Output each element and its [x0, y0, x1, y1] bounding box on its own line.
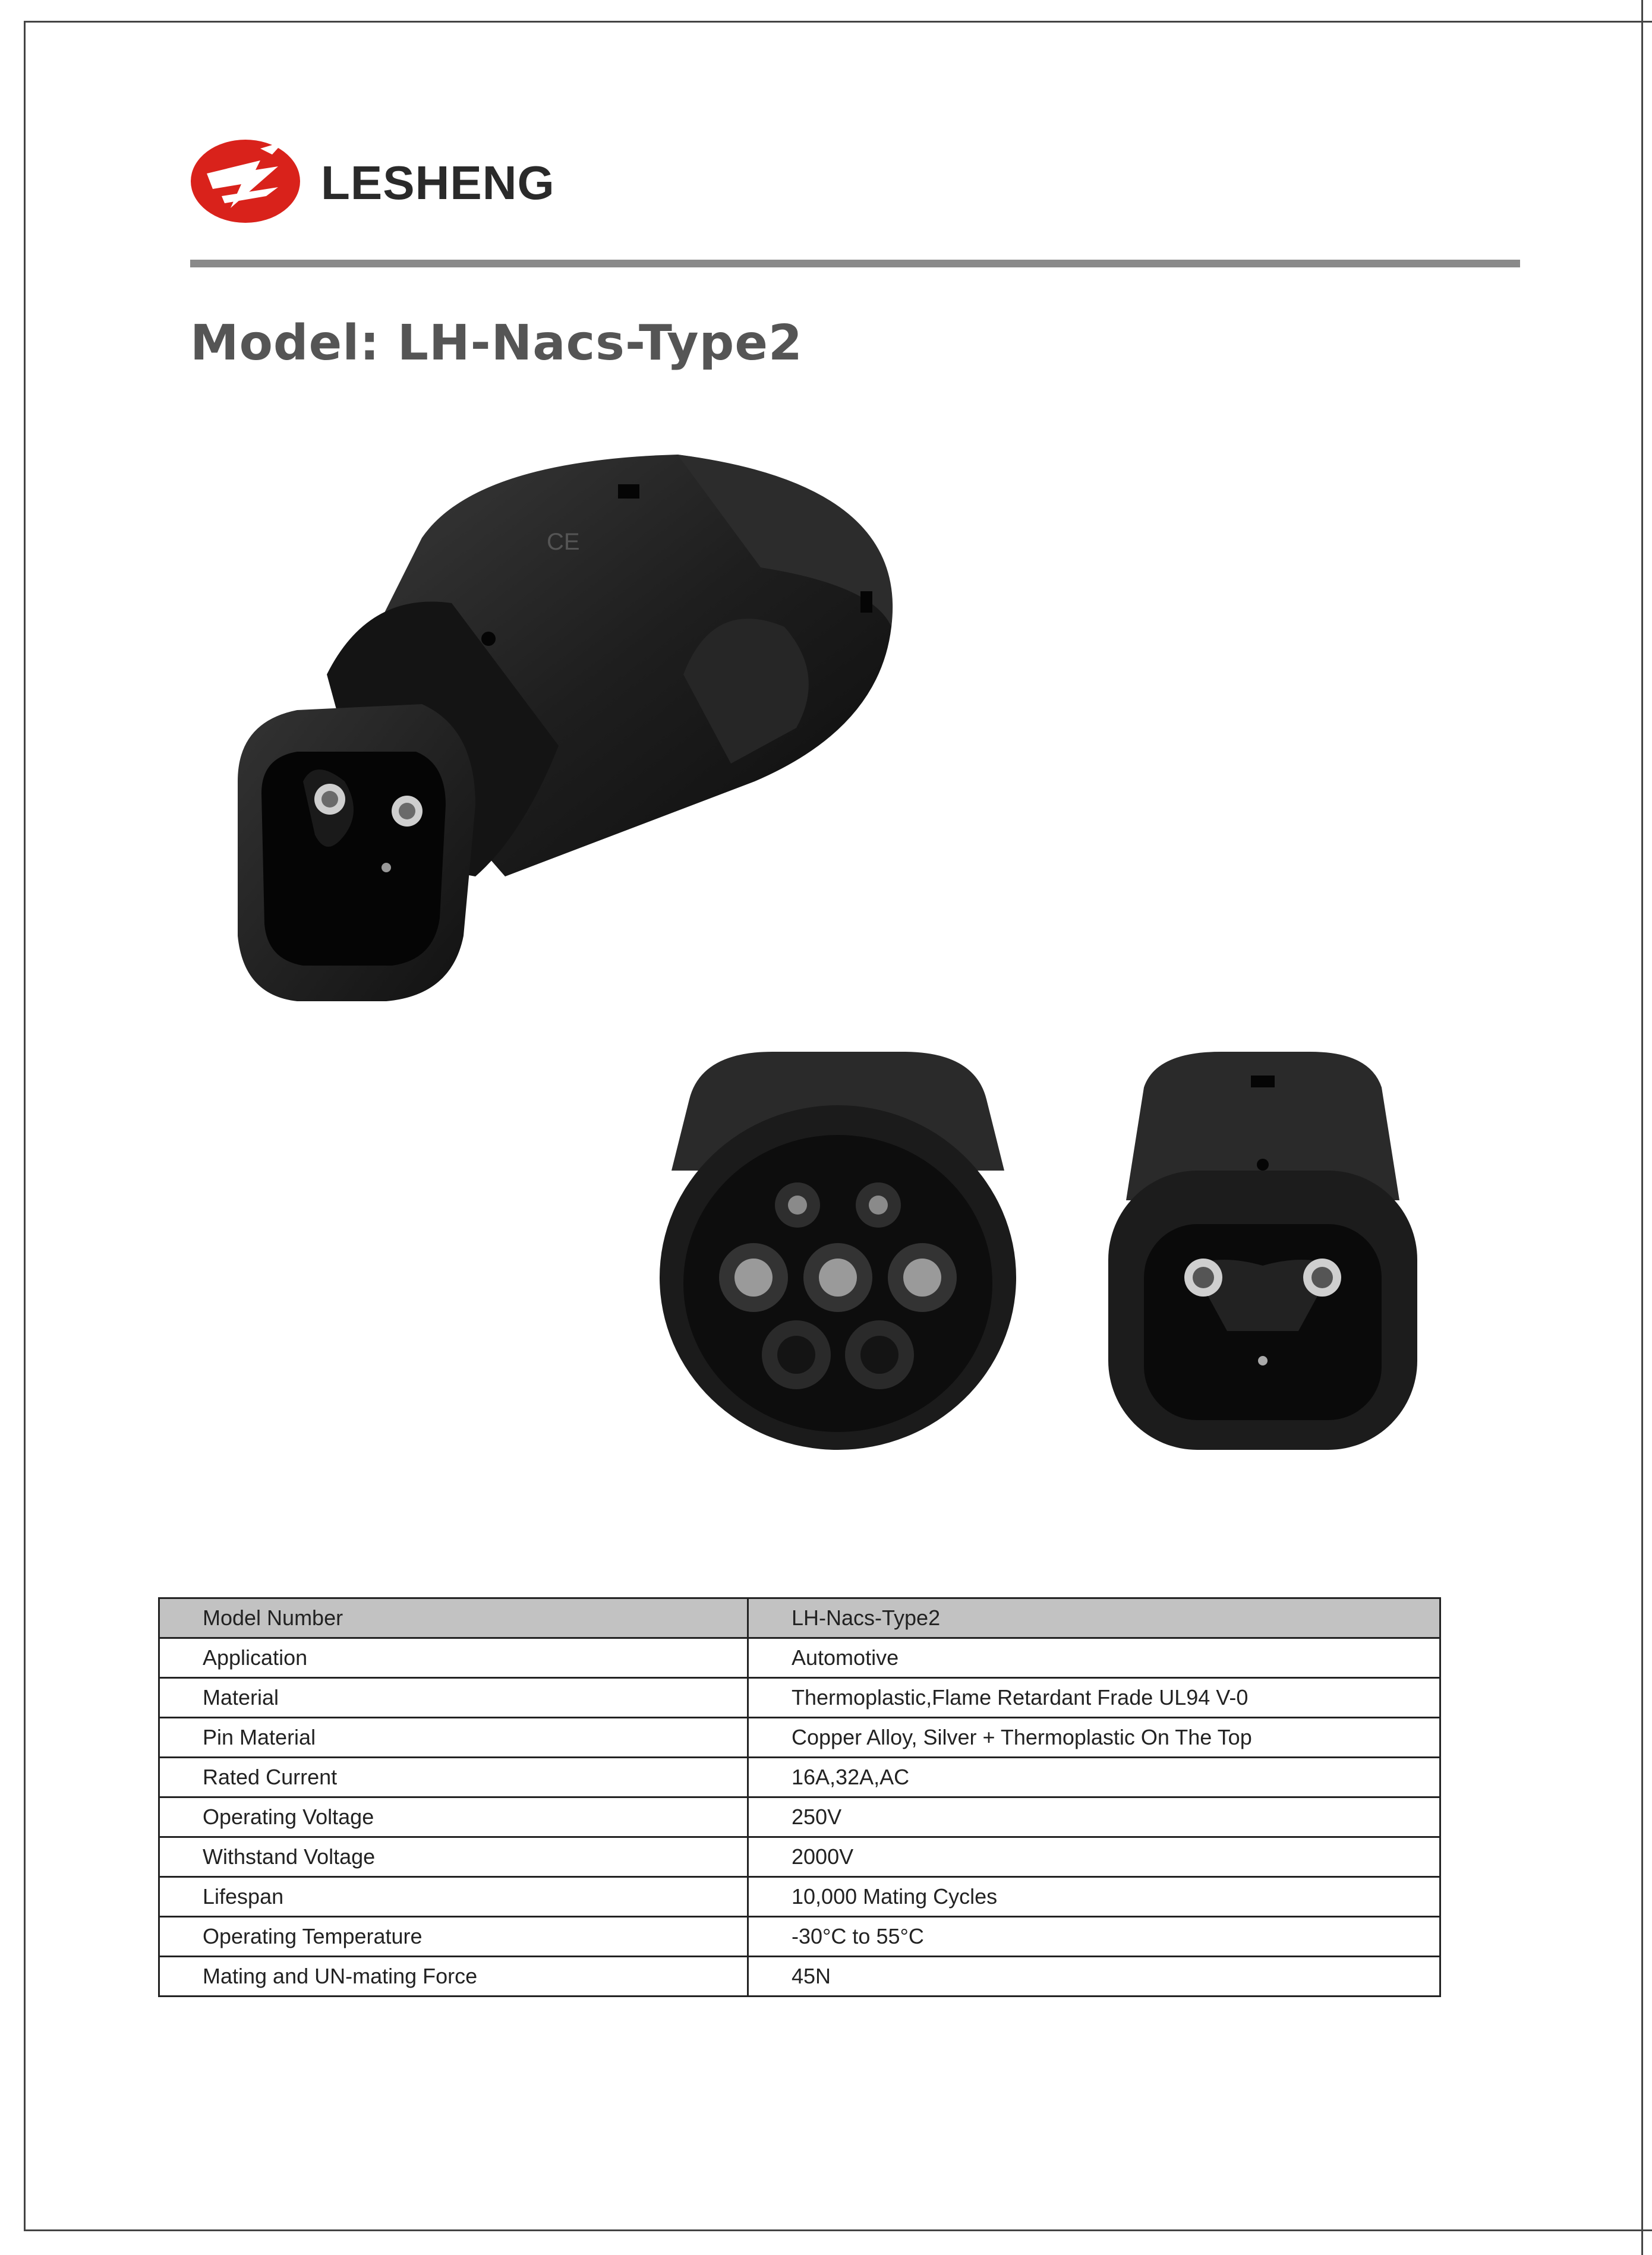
table-row	[159, 1837, 1440, 1877]
crop-mark	[1641, 2229, 1652, 2231]
spec-value: -30°C to 55°C	[748, 1917, 1440, 1957]
ce-mark: CE	[547, 529, 580, 555]
spec-table	[158, 1597, 1441, 1997]
page-frame-right	[1641, 0, 1643, 2255]
lesheng-logo-icon	[189, 137, 302, 226]
spec-value: Thermoplastic,Flame Retardant Frade UL94 V-0	[748, 1678, 1440, 1718]
spec-label: Operating Temperature	[159, 1917, 748, 1957]
table-row	[159, 1678, 1440, 1718]
page-frame-top	[24, 21, 1649, 23]
spec-value: LH-Nacs-Type2	[748, 1598, 1440, 1638]
table-row	[159, 1917, 1440, 1957]
spec-value: 16A,32A,AC	[748, 1758, 1440, 1797]
page-title: Model: LH-Nacs-Type2	[190, 315, 803, 371]
table-row	[159, 1877, 1440, 1917]
brand-name: LESHENG	[321, 156, 555, 209]
table-row	[159, 1638, 1440, 1678]
spec-label: Material	[159, 1678, 748, 1718]
page-frame-bottom	[24, 2229, 1649, 2231]
table-row	[159, 1797, 1440, 1837]
spec-value: 250V	[748, 1797, 1440, 1837]
spec-label: Rated Current	[159, 1758, 748, 1797]
table-row	[159, 1598, 1440, 1638]
table-row	[159, 1718, 1440, 1758]
page-frame-left	[24, 21, 26, 2231]
header-rule	[190, 260, 1520, 267]
crop-mark	[1641, 21, 1652, 23]
adapter-three-quarter-photo	[226, 449, 927, 1019]
spec-value: Automotive	[748, 1638, 1440, 1678]
table-row	[159, 1957, 1440, 1997]
type2-socket-photo	[654, 1052, 1022, 1468]
table-row	[159, 1758, 1440, 1797]
spec-value: Copper Alloy, Silver + Thermoplastic On The Top	[748, 1718, 1440, 1758]
nacs-plug-photo	[1102, 1052, 1423, 1468]
spec-label: Withstand Voltage	[159, 1837, 748, 1877]
spec-label: Operating Voltage	[159, 1797, 748, 1837]
spec-label: Application	[159, 1638, 748, 1678]
spec-label: Pin Material	[159, 1718, 748, 1758]
spec-label: Model Number	[159, 1598, 748, 1638]
spec-value: 10,000 Mating Cycles	[748, 1877, 1440, 1917]
spec-value: 2000V	[748, 1837, 1440, 1877]
spec-value: 45N	[748, 1957, 1440, 1997]
spec-label: Lifespan	[159, 1877, 748, 1917]
spec-label: Mating and UN-mating Force	[159, 1957, 748, 1997]
